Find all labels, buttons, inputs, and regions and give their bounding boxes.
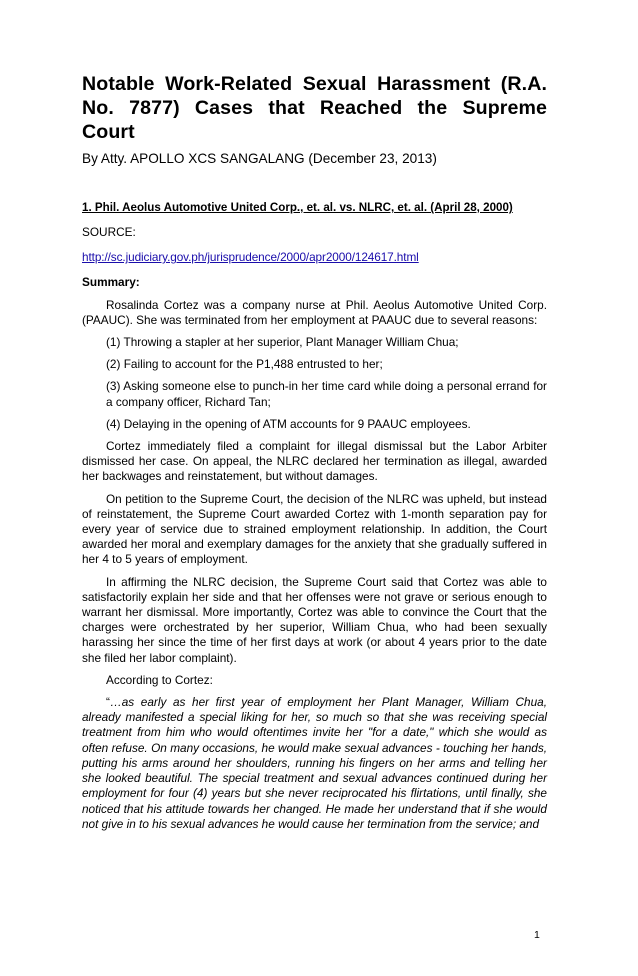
quoted-testimony [82,695,547,832]
page-content [82,72,547,832]
quote-mark: “ [106,695,110,710]
body-paragraph: Cortez immediately filed a complaint for illegal dismissal but the Labor Arbiter dismissed her case. On appeal, the NLRC declared her termination as illegal, awarded her backwages and reinstatement, but without damages. [82,439,547,484]
body-paragraph: In affirming the NLRC decision, the Supreme Court said that Cortez was able to satisfactorily explain her side and that her offenses were not grave or serious enough to warrant her dismissal. More importantly, Cortez was able to convince the Court that the charges were orchestrated by her superior, William Chua, who had been sexually harassing her since the time of her first days at work (or about 4 years prior to the date she filed her labor complaint). [82,574,547,665]
body-paragraph: According to Cortez: [106,672,213,687]
source-label: SOURCE: [82,225,136,239]
reason-item: (3) Asking someone else to punch-in her time card while doing a personal errand for a company officer, Richard Tan; [106,379,547,409]
quote-text: …as early as her first year of employment her Plant Manager, William Chua, already manifested a special liking for her, so much so that she was receiving special treatment from him who would oftentimes invite her "for a date," which she would as often refuse. On many occasions, he would make sexual advances - touching her hands, putting his arms around her shoulders, running his fingers on her arms and telling her she looked beautiful. The special treatment and sexual advances continued during her employment for four (4) years but she never reciprocated his flirtations, until finally, she noticed that his attitude towards her changed. He made her understand that if she would not give in to his sexual advances he would cause her termination from the service; and [82,695,547,831]
summary-label: Summary: [82,275,140,290]
reason-item: (1) Throwing a stapler at her superior, Plant Manager William Chua; [106,335,459,350]
byline: By Atty. APOLLO XCS SANGALANG (December 23, 2013) [82,151,437,166]
reason-item: (4) Delaying in the opening of ATM accounts for 9 PAAUC employees. [106,416,471,431]
source-link[interactable]: http://sc.judiciary.gov.ph/jurisprudence/2000/apr2000/124617.html [82,250,419,265]
intro-paragraph: Rosalinda Cortez was a company nurse at Phil. Aeolus Automotive United Corp. (PAAUC). She was terminated from her employment at PAAUC due to several reasons: [82,297,547,327]
reason-item: (2) Failing to account for the P1,488 entrusted to her; [106,357,383,372]
case-heading: 1. Phil. Aeolus Automotive United Corp., et. al. vs. NLRC, et. al. (April 28, 2000) [82,201,513,214]
document-title: Notable Work-Related Sexual Harassment (R.A. No. 7877) Cases that Reached the Supreme Court [82,73,547,143]
body-paragraph: On petition to the Supreme Court, the decision of the NLRC was upheld, but instead of reinstatement, the Supreme Court awarded Cortez with 1-month separation pay for every year of service due to strained employment relationship. In addition, the Court awarded her moral and exemplary damages for the anxiety that she gradually suffered in her 4 to 5 years of employment. [82,491,547,567]
page-number: 1 [534,929,540,941]
